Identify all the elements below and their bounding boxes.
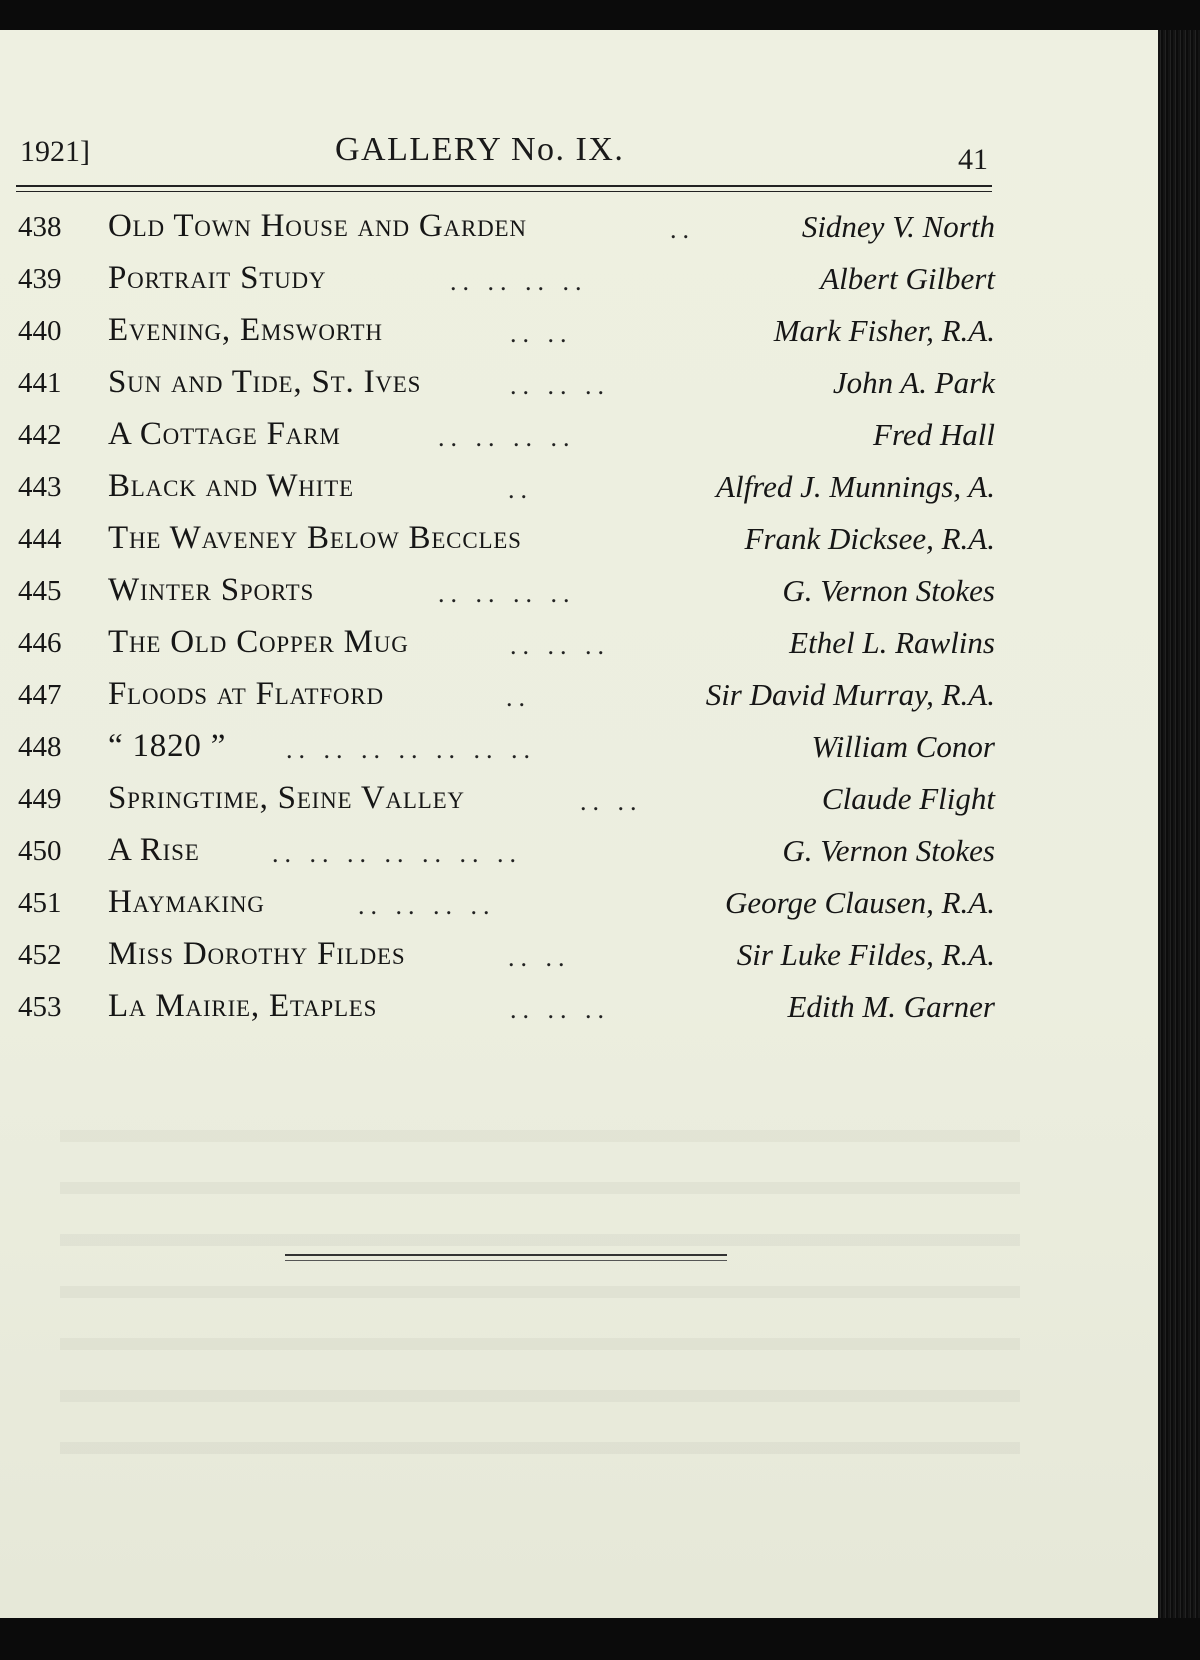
list-item <box>0 777 1000 829</box>
list-item <box>0 725 1000 777</box>
list-item <box>0 881 1000 933</box>
entry-title: Miss Dorothy Fildes <box>108 936 406 972</box>
entry-artist: Sir David Murray, R.A. <box>705 677 995 712</box>
entry-artist: William Conor <box>811 729 995 764</box>
entry-number: 445 <box>18 575 62 607</box>
leader-dots: .. .. .. .. <box>358 891 496 920</box>
leader-dots: .. .. .. .. <box>438 423 576 452</box>
leader-dots: .. .. .. .. .. .. .. <box>286 735 536 764</box>
entry-title: A Rise <box>108 832 200 868</box>
leader-dots: .. .. .. <box>510 995 610 1024</box>
list-item <box>0 465 1000 517</box>
entry-artist: Mark Fisher, R.A. <box>773 313 995 348</box>
entry-number: 438 <box>18 211 62 243</box>
leader-dots: .. .. .. .. <box>438 579 576 608</box>
leader-dots: .. .. <box>510 319 573 348</box>
list-item <box>0 517 1000 569</box>
header-rule-thin <box>16 191 992 192</box>
entry-title: The Waveney Below Beccles <box>108 520 522 556</box>
leader-dots: .. .. .. .. <box>450 267 588 296</box>
entry-title: Old Town House and Garden <box>108 208 527 244</box>
entry-title: Springtime, Seine Valley <box>108 780 465 816</box>
list-item <box>0 257 1000 309</box>
leader-dots: .. <box>670 215 695 244</box>
entry-artist: Alfred J. Munnings, A. <box>716 469 995 504</box>
entry-artist: John A. Park <box>832 365 995 400</box>
entry-number: 448 <box>18 731 62 763</box>
list-item <box>0 985 1000 1037</box>
page-title: GALLERY No. IX. <box>335 131 625 168</box>
list-item <box>0 569 1000 621</box>
entry-title: Black and White <box>108 468 354 504</box>
entry-number: 449 <box>18 783 62 815</box>
entry-number: 450 <box>18 835 62 867</box>
entry-artist: George Clausen, R.A. <box>724 885 995 920</box>
entry-title: Sun and Tide, St. Ives <box>108 364 422 400</box>
show-through-text <box>60 1090 1020 1490</box>
leader-dots: .. .. <box>508 943 571 972</box>
entry-number: 440 <box>18 315 62 347</box>
entry-artist: G. Vernon Stokes <box>782 833 995 868</box>
entry-title: A Cottage Farm <box>108 416 341 452</box>
entry-artist: Albert Gilbert <box>820 261 995 296</box>
leader-dots: .. .. .. .. .. .. .. <box>272 839 522 868</box>
entry-number: 439 <box>18 263 62 295</box>
entry-artist: Claude Flight <box>821 781 995 816</box>
entry-title: Haymaking <box>108 884 265 920</box>
entry-number: 442 <box>18 419 62 451</box>
entry-artist: Fred Hall <box>873 417 995 452</box>
list-item <box>0 309 1000 361</box>
header-rule <box>16 185 992 187</box>
entry-number: 451 <box>18 887 62 919</box>
entry-artist: Ethel L. Rawlins <box>789 625 995 660</box>
entry-title: “ 1820 ” <box>108 728 227 764</box>
leader-dots: .. <box>508 475 533 504</box>
entry-artist: Edith M. Garner <box>787 989 995 1024</box>
entry-title: Floods at Flatford <box>108 676 384 712</box>
closing-rule-thin <box>285 1260 727 1261</box>
entry-number: 443 <box>18 471 62 503</box>
list-item <box>0 361 1000 413</box>
leader-dots: .. .. <box>580 787 643 816</box>
list-item <box>0 673 1000 725</box>
leader-dots: .. .. .. <box>510 371 610 400</box>
entry-title: Evening, Emsworth <box>108 312 383 348</box>
leader-dots: .. .. .. <box>510 631 610 660</box>
entry-number: 453 <box>18 991 62 1023</box>
entry-artist: Frank Dicksee, R.A. <box>744 521 995 556</box>
entry-list <box>0 205 1000 1037</box>
entry-artist: Sir Luke Fildes, R.A. <box>736 937 995 972</box>
entry-artist: Sidney V. North <box>801 209 995 244</box>
page-header <box>0 105 1000 175</box>
entry-number: 441 <box>18 367 62 399</box>
list-item <box>0 621 1000 673</box>
entry-title: Winter Sports <box>108 572 315 608</box>
entry-number: 452 <box>18 939 62 971</box>
entry-title: The Old Copper Mug <box>108 624 409 660</box>
entry-title: Portrait Study <box>108 260 327 296</box>
leader-dots: .. <box>506 683 531 712</box>
page-number: 41 <box>958 143 988 176</box>
header-year: 1921] <box>20 135 90 168</box>
list-item <box>0 205 1000 257</box>
list-item <box>0 413 1000 465</box>
closing-rule <box>285 1254 727 1256</box>
entry-number: 447 <box>18 679 62 711</box>
entry-number: 446 <box>18 627 62 659</box>
entry-number: 444 <box>18 523 62 555</box>
entry-title: La Mairie, Etaples <box>108 988 378 1024</box>
book-edge <box>1158 30 1200 1618</box>
list-item <box>0 933 1000 985</box>
list-item <box>0 829 1000 881</box>
entry-artist: G. Vernon Stokes <box>782 573 995 608</box>
